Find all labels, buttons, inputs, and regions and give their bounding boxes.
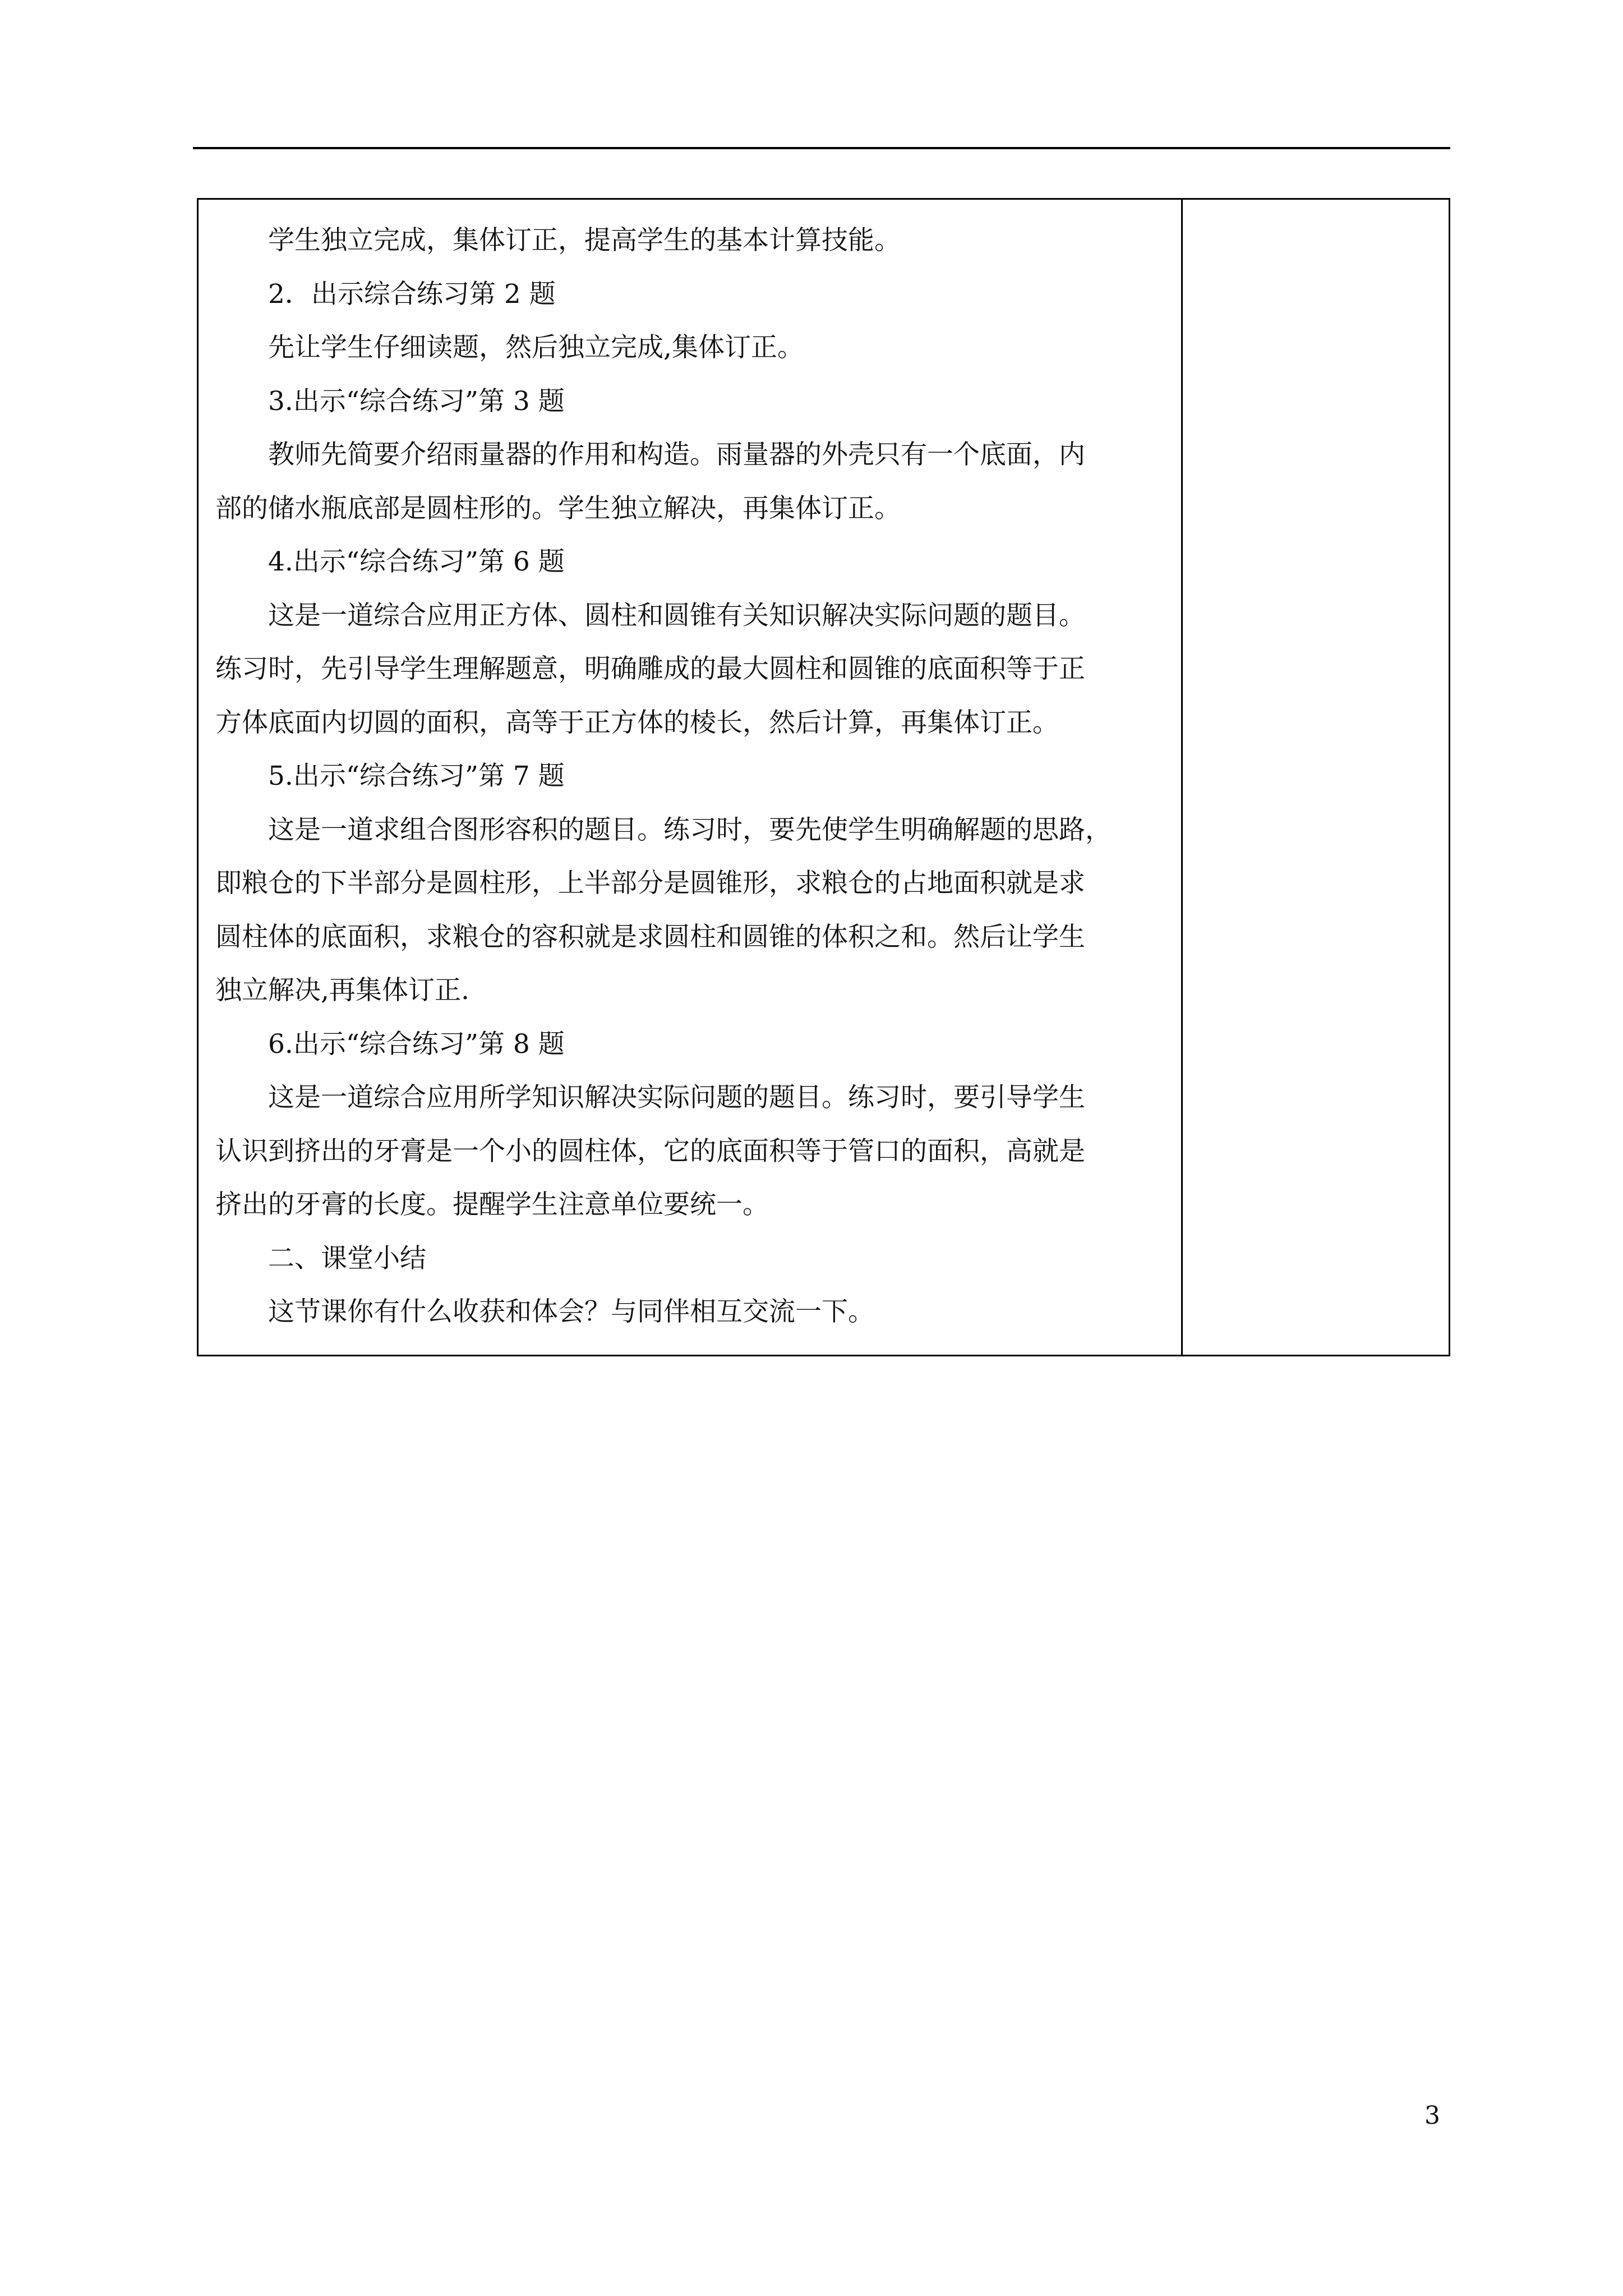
text-line: 3.出示“综合练习”第 3 题 — [268, 385, 565, 417]
paragraph — [215, 803, 1169, 1018]
text-line: 教师先简要介绍雨量器的作用和构造。雨量器的外壳只有一个底面，内 — [268, 439, 1085, 470]
text-line: 5.出示“综合练习”第 7 题 — [268, 761, 565, 792]
paragraph — [215, 321, 1169, 375]
paragraph — [215, 428, 1169, 535]
paragraph — [215, 1232, 1169, 1286]
paragraph — [215, 1285, 1169, 1339]
text-line: 2．出示综合练习第 2 题 — [268, 278, 556, 310]
lesson-content-cell — [215, 214, 1169, 1339]
text-line: 先让学生仔细读题，然后独立完成,集体订正。 — [268, 332, 804, 363]
text-line: 这节课你有什么收获和体会？与同伴相互交流一下。 — [268, 1296, 874, 1327]
text-line: 圆柱体的底面积，求粮仓的容积就是求圆柱和圆锥的体积之和。然后让学生 — [215, 921, 1085, 953]
text-line: 即粮仓的下半部分是圆柱形，上半部分是圆锥形，求粮仓的占地面积就是求 — [215, 868, 1085, 899]
paragraph — [215, 1071, 1169, 1232]
text-line: 二、课堂小结 — [268, 1243, 426, 1274]
page-number: 3 — [1424, 2101, 1440, 2130]
paragraph — [215, 375, 1169, 429]
paragraph — [215, 589, 1169, 750]
paragraph — [215, 1018, 1169, 1071]
paragraph — [215, 214, 1169, 268]
paragraph — [215, 268, 1169, 321]
text-line: 独立解决,再集体订正. — [215, 975, 469, 1006]
notes-cell — [1183, 200, 1449, 1355]
lesson-table — [197, 198, 1450, 1356]
text-line: 挤出的牙膏的长度。提醒学生注意单位要统一。 — [215, 1189, 769, 1220]
paragraph — [215, 749, 1169, 803]
text-line: 4.出示“综合练习”第 6 题 — [268, 546, 565, 577]
text-line: 6.出示“综合练习”第 8 题 — [268, 1028, 565, 1060]
text-line: 这是一道求组合图形容积的题目。练习时，要先使学生明确解题的思路， — [268, 814, 1112, 845]
text-line: 方体底面内切圆的面积，高等于正方体的棱长，然后计算，再集体订正。 — [215, 707, 1059, 738]
text-line: 认识到挤出的牙膏是一个小的圆柱体，它的底面积等于管口的面积，高就是 — [215, 1135, 1085, 1167]
header-rule — [193, 147, 1450, 149]
paragraph — [215, 535, 1169, 589]
text-line: 练习时，先引导学生理解题意，明确雕成的最大圆柱和圆锥的底面积等于正 — [215, 654, 1085, 684]
text-line: 这是一道综合应用正方体、圆柱和圆锥有关知识解决实际问题的题目。 — [268, 600, 1085, 631]
text-line: 这是一道综合应用所学知识解决实际问题的题目。练习时，要引导学生 — [268, 1082, 1085, 1113]
text-line: 学生独立完成，集体订正，提高学生的基本计算技能。 — [268, 225, 901, 256]
text-line: 部的储水瓶底部是圆柱形的。学生独立解决，再集体订正。 — [215, 493, 901, 524]
